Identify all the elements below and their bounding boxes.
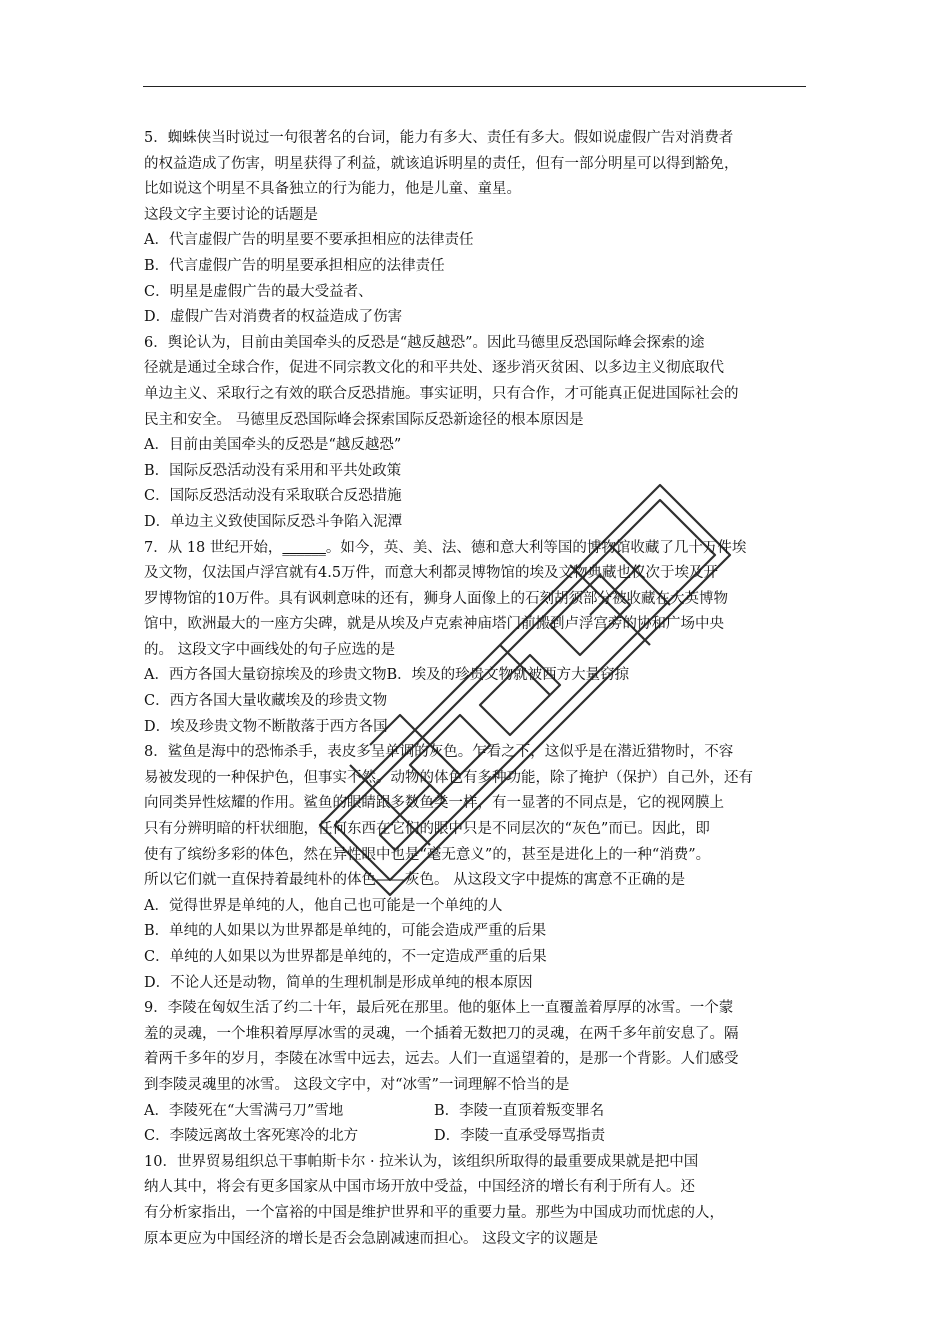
option-c: C．明星是虚假广告的最大受益者、 xyxy=(144,283,373,300)
options-row xyxy=(144,1099,814,1125)
question-10 xyxy=(144,1150,814,1252)
watermark-text: 引以为fx xyxy=(230,405,234,406)
question-text: 羞的灵魂，一个堆积着厚厚冰雪的灵魂，一个插着无数把刀的灵魂，在两千多年前安息了。隔 xyxy=(144,1025,739,1042)
option-d: D．埃及珍贵文物不断散落于西方各国 xyxy=(144,718,388,735)
option-a: A．李陵死在“大雪满弓刀”雪地 xyxy=(144,1102,344,1119)
option-a-b: A．西方各国大量窃掠埃及的珍贵文物B．埃及的珍贵文物就被西方大量窃掠 xyxy=(144,667,630,684)
question-text: 纳人其中，将会有更多国家从中国市场开放中受益，中国经济的增长有利于所有人。还 xyxy=(144,1179,695,1196)
options-row xyxy=(144,1124,814,1150)
question-text: 馆中，欧洲最大的一座方尖碑，就是从埃及卢克索神庙塔门前搬到卢浮宫旁的协和广场中央 xyxy=(144,616,724,633)
question-text xyxy=(144,536,814,562)
question-6 xyxy=(144,331,814,536)
question-text: 6．舆论认为，目前由美国牵头的反恐是“越反越恐”。因此马德里反恐国际峰会探索的途 xyxy=(144,334,705,351)
question-text: 所以它们就一直保持着最纯朴的体色——灰色。 从这段文字中提炼的寓意不正确的是 xyxy=(144,872,686,889)
question-text: 10．世界贸易组织总干事帕斯卡尔 · 拉米认为，该组织所取得的最重要成果就是把中国 xyxy=(144,1153,699,1170)
option-d: D．不论人还是动物，简单的生理机制是形成单纯的根本原因 xyxy=(144,974,533,991)
question-text: 比如说这个明星不具备独立的行为能力，他是儿童、童星。 xyxy=(144,181,521,198)
option-a: A．代言虚假广告的明星要不要承担相应的法律责任 xyxy=(144,232,474,249)
question-text: 及文物，仅法国卢浮宫就有4.5万件，而意大利都灵博物馆的埃及文物典藏也仅次于埃及开 xyxy=(144,565,719,582)
question-text: 单边主义、采取行之有效的联合反恐措施。事实证明，只有合作，才可能真正促进国际社会的 xyxy=(144,385,739,402)
question-text: 民主和安全。 马德里反恐国际峰会探索国际反恐新途径的根本原因是 xyxy=(144,411,584,428)
option-c: C．李陵远离故土客死寒冷的北方 xyxy=(144,1128,359,1145)
option-b: B．李陵一直顶着叛变罪名 xyxy=(434,1102,605,1119)
question-text: 的权益造成了伤害，明星获得了利益，就该追诉明星的责任，但有一部分明星可以得到豁免， xyxy=(144,155,739,172)
option-a: A．觉得世界是单纯的人，他自己也可能是一个单纯的人 xyxy=(144,897,503,914)
question-text: 9．李陵在匈奴生活了约二十年，最后死在那里。他的躯体上一直覆盖着厚厚的冰雪。一个蒙 xyxy=(144,1000,734,1017)
question-text: 有分析家指出，一个富裕的中国是维护世界和平的重要力量。那些为中国成功而忧虑的人， xyxy=(144,1204,724,1221)
option-b: B．单纯的人如果以为世界都是单纯的，可能会造成严重的后果 xyxy=(144,923,547,940)
question-prompt: 这段文字主要讨论的话题是 xyxy=(144,206,318,223)
question-text: 到李陵灵魂里的冰雪。 这段文字中，对“冰雪”一词理解不恰当的是 xyxy=(144,1076,570,1093)
option-b: B．代言虚假广告的明星要承担相应的法律责任 xyxy=(144,257,445,274)
question-text: 径就是通过全球合作，促进不同宗教文化的和平共处、逐步消灭贫困、以多边主义彻底取代 xyxy=(144,360,724,377)
q7-rest: 。如今，英、美、法、德和意大利等国的博物馆收藏了几十万件埃 xyxy=(325,539,747,556)
option-c: C．国际反恐活动没有采取联合反恐措施 xyxy=(144,488,402,505)
question-5 xyxy=(144,126,814,331)
question-8 xyxy=(144,740,814,996)
option-a: A．目前由美国牵头的反恐是“越反越恐” xyxy=(144,437,402,454)
question-7 xyxy=(144,536,814,741)
question-text: 罗博物馆的10万件。具有讽刺意味的还有，狮身人面像上的石刻胡须部分被收藏在大英博物 xyxy=(144,590,728,607)
document-body xyxy=(144,126,814,1252)
option-d: D．李陵一直承受辱骂指责 xyxy=(434,1128,606,1145)
question-text: 易被发现的一种保护色，但事实不然。动物的体色有多种功能，除了掩护（保护）自己外，还有 xyxy=(144,769,753,786)
question-text: 向同类异性炫耀的作用。鲨鱼的眼睛跟多数鱼类一样，有一显著的不同点是，它的视网膜上 xyxy=(144,795,724,812)
question-9 xyxy=(144,996,814,1150)
question-text: 只有分辨明暗的杆状细胞，任何东西在它们的眼中只是不同层次的“灰色”而已。因此，即 xyxy=(144,821,710,838)
question-text: 原本更应为中国经济的增长是否会急剧减速而担心。 这段文字的议题是 xyxy=(144,1230,599,1247)
question-text: 使有了缤纷多彩的体色，然在异性眼中也是“毫无意义”的，甚至是进化上的一种“消费”。 xyxy=(144,846,711,863)
option-d: D．虚假广告对消费者的权益造成了伤害 xyxy=(144,309,403,326)
option-c: C．单纯的人如果以为世界都是单纯的，不一定造成严重的后果 xyxy=(144,949,547,965)
option-d: D．单边主义致使国际反恐斗争陷入泥潭 xyxy=(144,513,403,530)
option-b: B．国际反恐活动没有采用和平共处政策 xyxy=(144,462,402,479)
question-text: 8．鲨鱼是海中的恐怖杀手，表皮多呈单调的灰色。乍看之下，这似乎是在潜近猎物时，不容 xyxy=(144,744,734,761)
q7-lead: 7．从 18 世纪开始， xyxy=(144,539,283,556)
question-text: 5．蜘蛛侠当时说过一句很著名的台词，能力有多大、责任有多大。假如说虚假广告对消费者 xyxy=(144,130,734,146)
header-rule xyxy=(143,86,806,87)
fill-blank: ______ xyxy=(282,539,326,556)
question-text: 着两千多年的岁月，李陵在冰雪中远去，远去。人们一直遥望着的，是那一个背影。人们感受 xyxy=(144,1051,739,1068)
option-c: C．西方各国大量收藏埃及的珍贵文物 xyxy=(144,693,388,710)
question-text: 的。 这段文字中画线处的句子应选的是 xyxy=(144,641,396,658)
